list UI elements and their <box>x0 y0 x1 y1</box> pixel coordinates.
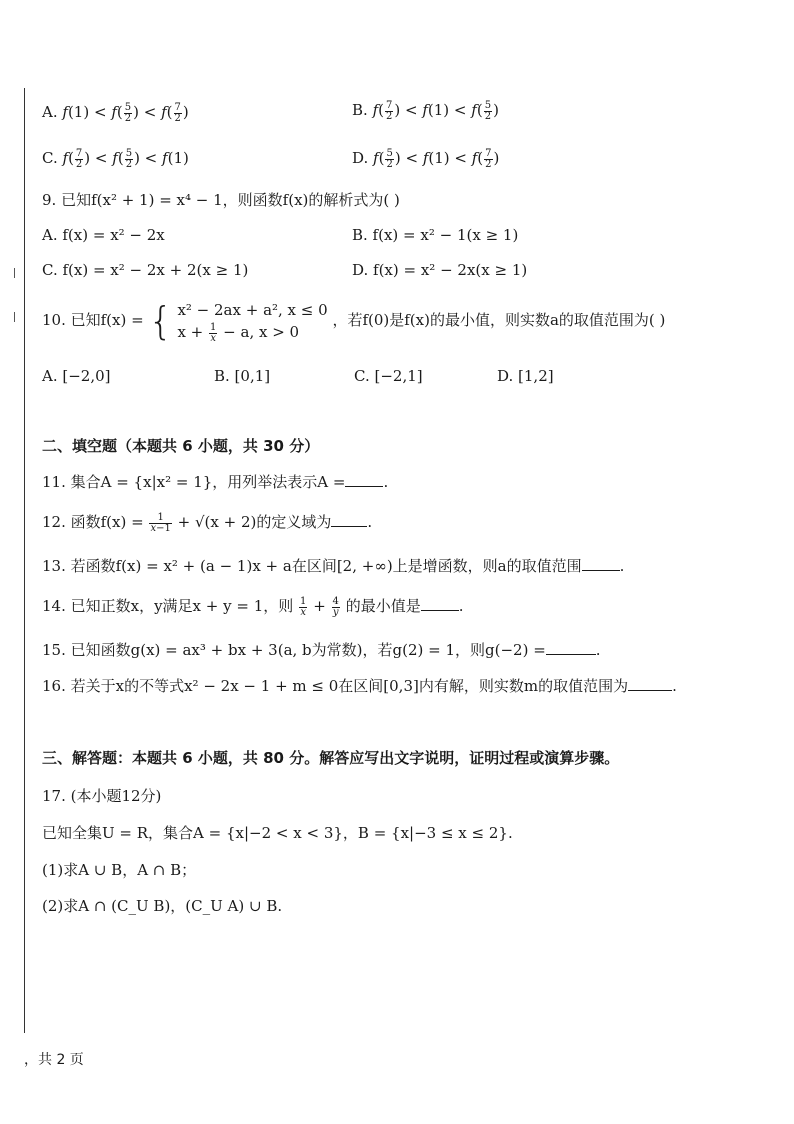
fraction: $\frac{1}{x}$ <box>210 321 217 344</box>
q17-part-1: (1)求A ∪ B，A ∩ B； <box>42 861 197 879</box>
margin-tick <box>14 268 15 278</box>
section-title-solutions: 三、解答题：本题共 6 小题，共 80 分。解答应写出文字说明，证明过程或演算步骤。 <box>42 749 620 767</box>
q17-header: 17. (本小题12分) <box>42 787 162 805</box>
fraction: $\frac{1}{x}$ <box>300 595 307 618</box>
q8-option-c: C. f( $\frac{7}{2}$ ) < f( $\frac{5}{2}$ ) < f(1) <box>42 147 189 170</box>
answer-blank[interactable] <box>421 596 459 611</box>
q14: 14. 已知正数x，y满足x + y = 1，则 $\frac{1}{x}$ + $\frac{4}{y}$ 的最小值是 . <box>42 595 464 618</box>
q9-option-a: A. f(x) = x² − 2x <box>42 226 165 244</box>
q9-option-d: D. f(x) = x² − 2x(x ≥ 1) <box>352 261 528 279</box>
fraction: $\frac{5}{2}$ <box>484 99 492 122</box>
answer-blank[interactable] <box>331 512 367 527</box>
q9-option-b: B. f(x) = x² − 1(x ≥ 1) <box>352 226 519 244</box>
fraction: $\frac{4}{y}$ <box>332 595 339 618</box>
q13: 13. 若函数f(x) = x² + (a − 1)x + a在区间[2, +∞)上是增函数，则a的取值范围 . <box>42 557 625 575</box>
q17-given: 已知全集U = R，集合A = {x|−2 < x < 3}，B = {x|−3 ≤ x ≤ 2}. <box>42 824 513 842</box>
fraction: $\frac{5}{2}$ <box>125 147 133 170</box>
fraction: $\frac{5}{2}$ <box>124 101 132 124</box>
q8-option-d: D. f( $\frac{5}{2}$ ) < f(1) < f( $\frac{7}{2}$ ) <box>352 147 500 170</box>
fraction: $\frac{7}{2}$ <box>174 101 181 124</box>
answer-blank[interactable] <box>628 676 672 691</box>
fraction: $\frac{1}{x-1}$ <box>150 511 171 534</box>
q12: 12. 函数f(x) = $\frac{1}{x-1}$ + √(x + 2)的定义域为 . <box>42 511 373 534</box>
fraction: $\frac{7}{2}$ <box>485 147 492 170</box>
margin-tick <box>14 312 15 322</box>
q11: 11. 集合A = {x|x² = 1}，用列举法表示A = . <box>42 473 389 491</box>
q10-option-c: C. [−2,1] <box>354 367 423 385</box>
binding-margin-line <box>24 88 25 1033</box>
fraction: $\frac{7}{2}$ <box>75 147 83 170</box>
fraction: $\frac{7}{2}$ <box>386 99 393 122</box>
q10-option-a: A. [−2,0] <box>42 367 111 385</box>
q10-option-d: D. [1,2] <box>497 367 554 385</box>
q8-option-a: A. f(1) < f( $\frac{5}{2}$ ) < f( $\frac{7}{2}$ ) <box>42 101 189 124</box>
q8-option-b: B. f( $\frac{7}{2}$ ) < f(1) < f( $\frac{5}{2}$ ) <box>352 99 499 122</box>
q16: 16. 若关于x的不等式x² − 2x − 1 + m ≤ 0在区间[0,3]内有解，则实数m的取值范围为 . <box>42 677 677 695</box>
fraction: $\frac{5}{2}$ <box>386 147 393 170</box>
q15: 15. 已知函数g(x) = ax³ + bx + 3(a, b为常数)，若g(2) = 1，则g(−2) = . <box>42 641 601 659</box>
page-footer: ，共 2 页 <box>24 1052 84 1068</box>
q17-part-2: (2)求A ∩ (C_U B)，(C_U A) ∪ B. <box>42 897 283 915</box>
answer-blank[interactable] <box>345 472 383 487</box>
q10-option-b: B. [0,1] <box>214 367 271 385</box>
answer-blank[interactable] <box>582 556 620 571</box>
section-title-fill-in: 二、填空题（本题共 6 小题，共 30 分） <box>42 437 320 455</box>
q9-stem: 9. 已知f(x² + 1) = x⁴ − 1，则函数f(x)的解析式为( ) <box>42 191 400 209</box>
piecewise-function: { x² − 2ax + a², x ≤ 0 x + $\frac{1}{x}$ − a, x > 0 <box>148 299 328 344</box>
q9-option-c: C. f(x) = x² − 2x + 2(x ≥ 1) <box>42 261 249 279</box>
answer-blank[interactable] <box>546 640 596 655</box>
q10-stem: 10. 已知f(x) = { x² − 2ax + a², x ≤ 0 x + $\frac{1}{x}$ − a, x > 0 ，若f(0)是f(x)的最小值，则实数a的取值范围为( ) <box>42 299 666 344</box>
